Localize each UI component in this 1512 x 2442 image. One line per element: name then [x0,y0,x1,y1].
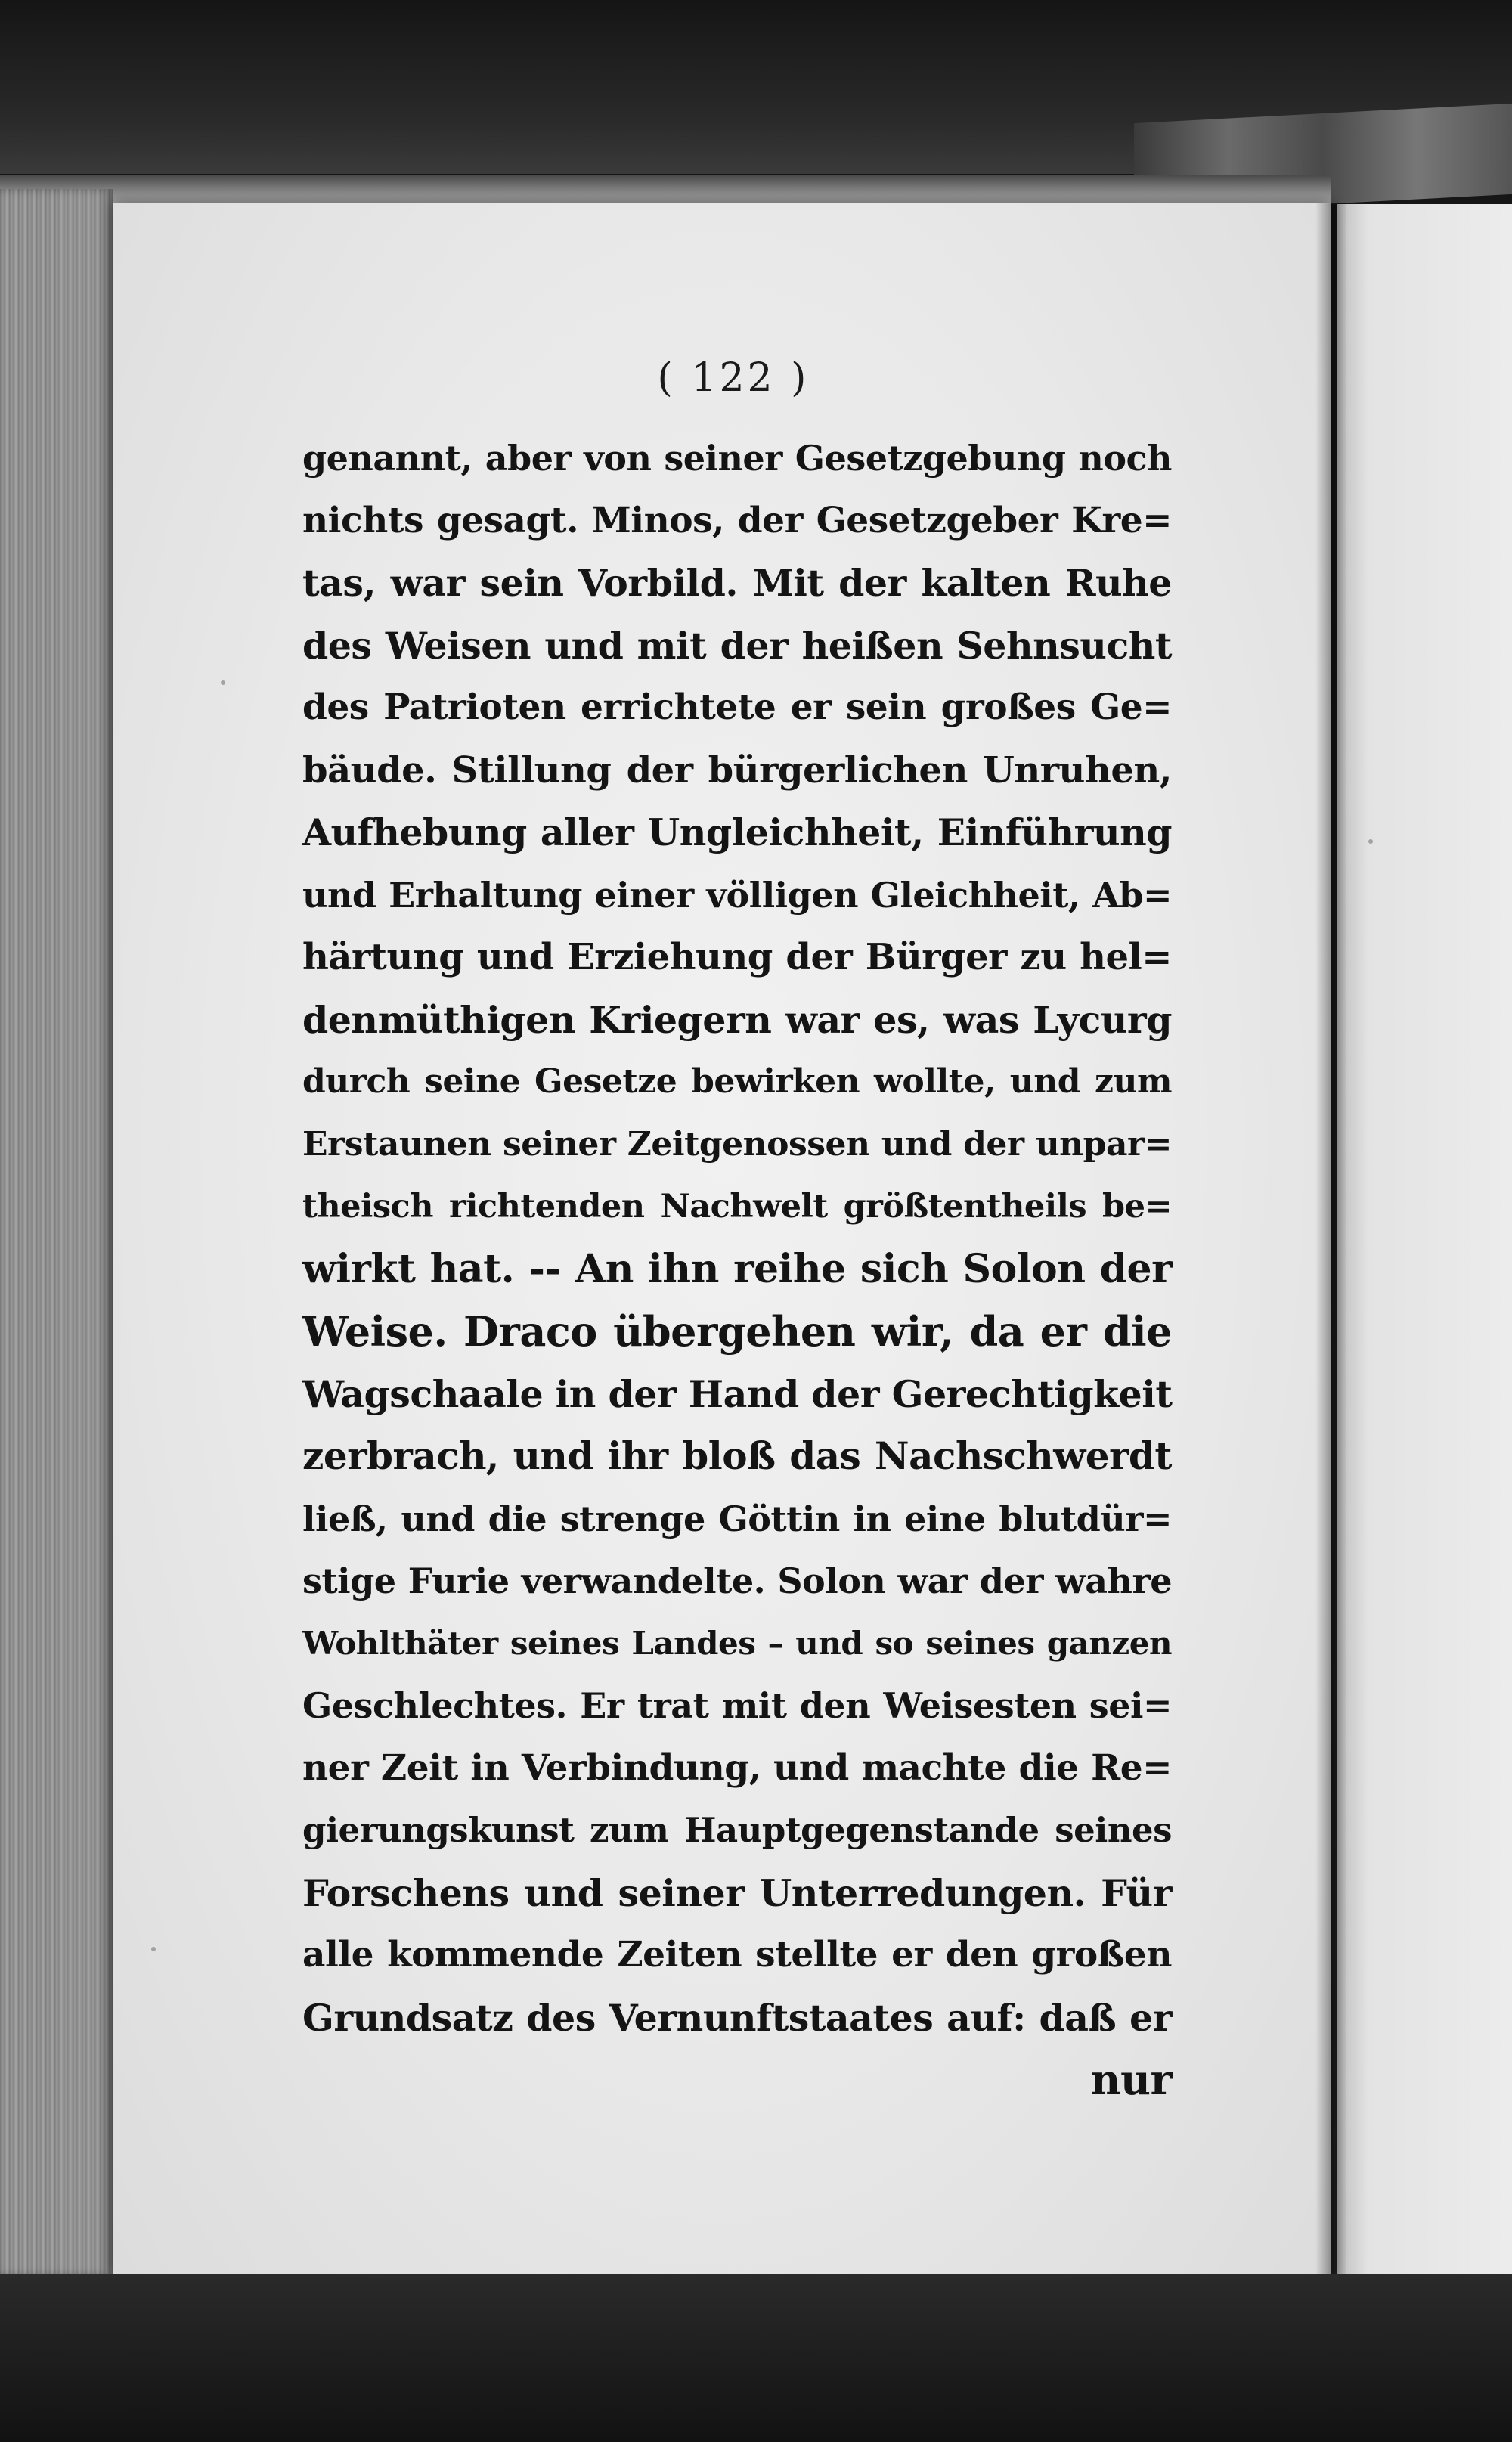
paper-speck [1368,839,1373,844]
text-line: ließ, und die strenge Göttin in eine blutdür= [302,1498,1172,1539]
body-text [302,427,1172,2112]
paper-speck [151,1947,156,1951]
text-line: Grundsatz des Vernunftstaates auf: daß er [302,1995,1172,2040]
text-line: Wohlthäter seines Landes – und so seines ganzen [302,1624,1172,1662]
text-line: alle kommende Zeiten stellte er den großen [302,1934,1172,1976]
text-line: Erstaunen seiner Zeitgenossen und der unpar= [302,1124,1172,1164]
text-line: wirkt hat. -- An ihn reihe sich Solon der [302,1245,1172,1292]
text-line: Forschens und seiner Unterredungen. Für [302,1870,1172,1915]
text-line: theisch richtenden Nachwelt größtentheils be= [302,1188,1172,1226]
bottom-background [0,2274,1512,2442]
text-line: gierungskunst zum Hauptgegenstande seines [302,1810,1172,1850]
text-line: zerbrach, und ihr bloß das Nachschwerdt [302,1433,1172,1478]
page-top-edge [0,175,1331,206]
text-line: genannt, aber von seiner Gesetzgebung noch [302,438,1172,479]
text-line: des Patrioten errichtete er sein großes Ge= [302,686,1172,728]
text-line: durch seine Gesetze bewirken wollte, und zum [302,1062,1172,1101]
text-line: Aufhebung aller Ungleichheit, Einführung [302,810,1172,854]
text-line: tas, war sein Vorbild. Mit der kalten Ruhe [302,561,1172,605]
text-line: und Erhaltung einer völligen Gleichheit, Ab= [302,874,1172,916]
text-line: Wagschaale in der Hand der Gerechtigkeit [302,1371,1173,1416]
text-line: des Weisen und mit der heißen Sehnsucht [302,623,1172,668]
text-line: Geschlechtes. Er trat mit den Weisesten sei= [302,1685,1172,1726]
page-number: ( 122 ) [657,355,810,401]
stacked-page-edges [0,189,113,2276]
text-line: Weise. Draco übergehen wir, da er die [302,1307,1172,1356]
page-gutter-shadow [1315,203,1346,2274]
facing-page [1337,204,1512,2276]
text-line: bäude. Stillung der bürgerlichen Unruhen, [302,748,1172,792]
text-line: nichts gesagt. Minos, der Gesetzgeber Kre= [302,499,1172,541]
paper-speck [221,680,225,685]
catchword: nur [1090,2055,1172,2104]
text-line: denmüthigen Kriegern war es, was Lycurg [302,997,1172,1042]
text-line: härtung und Erziehung der Bürger zu hel= [302,936,1172,978]
text-line: stige Furie verwandelte. Solon war der wahre [302,1560,1172,1601]
text-line: ner Zeit in Verbindung, und machte die Re= [302,1746,1172,1789]
